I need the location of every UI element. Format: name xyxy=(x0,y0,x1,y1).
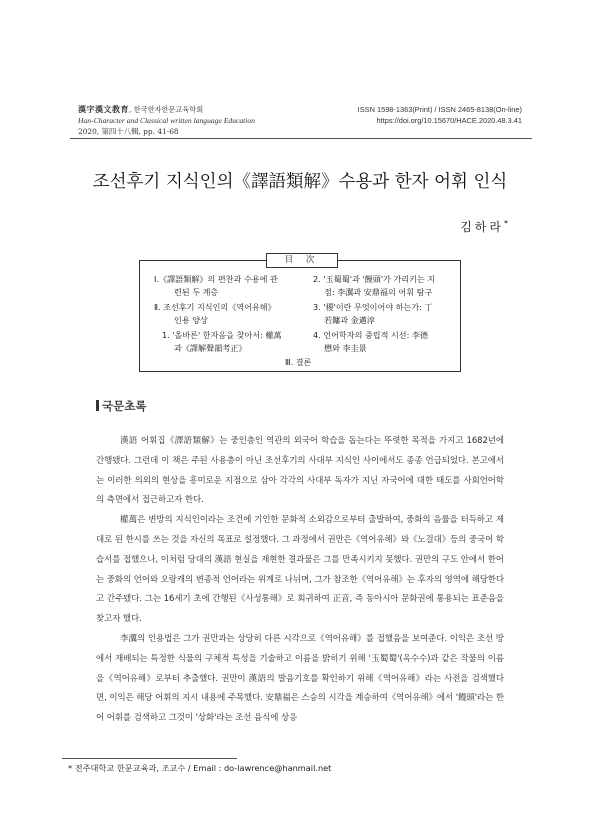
toc-item: 2. '玉蜀蜀'과 '饅頭'가 가리키는 지 xyxy=(313,274,436,284)
article-title: 조선후기 지식인의《譯語類解》수용과 한자 어휘 인식 xyxy=(92,172,508,192)
toc-item: 若鏞과 金邁淳 xyxy=(324,315,375,325)
header-divider xyxy=(70,138,532,139)
abstract-paragraph: 李瀷의 인용법은 그가 권만과는 상당히 다른 시각으로《역어유해》를 접했음을 보여준다. 이익은 조선 땅에서 재배되는 특정한 식물의 구체적 특성을 기술하고 이름을 밝히기 위해 '玉蜀蜀'(옥수수)과 같은 작물의 이름을《역어유해》로부터 추출했다. 권만이 漢語의 발음기호를 확인하기 위해《역어유해》라는 사전을 검색했다면, 이익은 해당 어휘의 지시 내용에 주목했다. 安鼎福은 스승의 시각을 계승하여《역어유해》에서 '饅頭'라는 한어 어휘를 검색하고 그것이 '상화'라는 조선 음식에 상응 xyxy=(96,632,504,723)
society-name: 한국한자한문교육학회 xyxy=(133,105,204,114)
abstract-paragraph: 漢語 어휘집《譯語類解》는 중인층인 역관의 외국어 학습을 돕는다는 뚜렷한 목적을 가지고 1682년에 간행됐다. 그런데 이 책은 주된 사용층이 아닌 조선후기의 사대부 지식인 사이에서도 종종 언급되었다. 본고에서는 이러한 의외의 현상을 흥미로운 지점으로 삼아 각각의 사대부 독자가 지닌 자국어에 대한 태도를 사회언어학의 측면에서 접근하고자 한다. xyxy=(96,435,504,505)
author-name: 김하라 xyxy=(460,220,504,234)
issue-info: 2020, 第四十八輯, pp. 41-68 xyxy=(78,127,179,136)
toc-item: 1. '올바른' 한자음을 찾아서: 權萬 xyxy=(162,330,282,340)
toc-item: Ⅲ. 결론 xyxy=(285,357,312,367)
toc-item: 점: 李瀷과 安鼎福의 어휘 탐구 xyxy=(324,287,433,297)
toc-item: Ⅱ. 조선후기 지식인의《역어유해》 xyxy=(154,302,276,312)
toc-item: Ⅰ.《譯語類解》의 편찬과 수용에 관 xyxy=(154,274,278,284)
toc-title: 目 次 xyxy=(266,253,338,268)
abstract-heading-label: 국문초록 xyxy=(102,399,147,413)
journal-title: 漢字漢文教育 xyxy=(78,104,129,114)
toc-item: 인용 양상 xyxy=(174,315,208,325)
author-footnote-mark: * xyxy=(504,219,508,228)
toc-item: 4. 언어학자의 중립적 시선: 李德 xyxy=(313,330,429,340)
footnote-text: 전주대학교 한문교육과, 조교수 / Email : do-lawrence@hanmail.net xyxy=(74,763,332,773)
publication-info xyxy=(358,104,522,126)
toc-item: 과《譯解聲韻考正》 xyxy=(174,343,247,353)
journal-header: 漢字漢文教育, 한국한자한문교육학회 Han-Character and Classical written language Education 2020, 第四十八輯, pp. 41-68 xyxy=(78,104,255,136)
toc-item: 懋와 李圭景 xyxy=(324,343,367,353)
doi-link[interactable]: https://doi.org/10.15670/HACE.2020.48.3.41 xyxy=(376,116,522,125)
abstract-body xyxy=(96,431,504,728)
issn: ISSN 1598-1363(Print) / ISSN 2465-8138(On-line) xyxy=(357,105,522,114)
author xyxy=(460,218,508,235)
footnote xyxy=(68,763,331,774)
footnote-divider xyxy=(62,758,237,759)
toc-item: 련된 두 계층 xyxy=(174,287,219,297)
journal-english-title: Han-Character and Classical written language Education xyxy=(78,116,255,125)
abstract-heading xyxy=(96,398,146,414)
table-of-contents xyxy=(139,255,461,372)
heading-bar xyxy=(96,400,99,411)
toc-item: 3. '稷'이란 무엇이어야 하는가: 丁 xyxy=(313,302,433,312)
abstract-paragraph: 權萬은 변방의 지식인이라는 조건에 기인한 문화적 소외감으로부터 출발하여, 중화의 음률을 터득하고 제대로 된 한시를 쓰는 것을 자신의 목표로 설정했다. 그 과정에서 권만은《역어유해》와《노걸대》등의 중국어 학습서를 접했으나, 이처럼 당대의 漢語 현실을 재현한 결과물은 그를 만족시키지 못했다. 권만의 구도 안에서 한어는 중화의 언어와 오랑캐의 변종적 언어라는 위계로 나뉘며, 그가 참조한《역어유해》는 후자의 영역에 해당한다고 간주됐다. 그는 16세기 초에 간행된《사성통해》로 회귀하여 正音, 즉 동아시아 문화권에 통용되는 표준음을 찾고자 했다. xyxy=(96,514,504,624)
footnote-mark: * xyxy=(68,763,73,773)
